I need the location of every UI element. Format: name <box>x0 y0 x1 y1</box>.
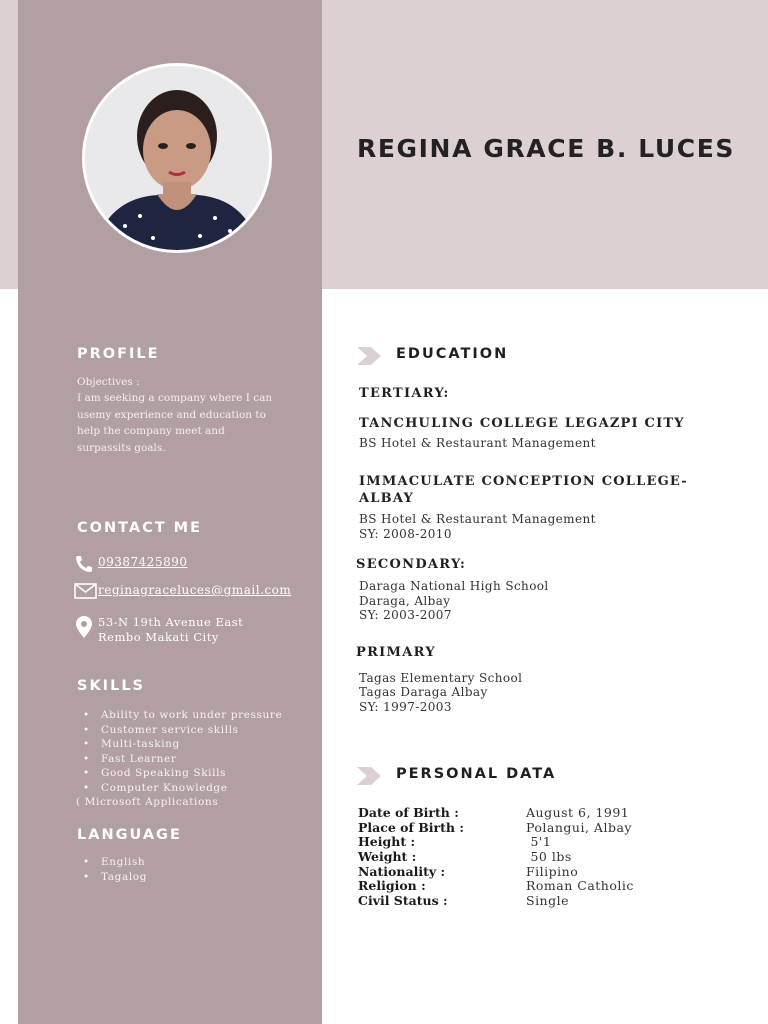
table-row <box>358 834 688 849</box>
primary-sy: SY: 1997-2003 <box>359 700 452 714</box>
pd-label: Nationality : <box>358 863 446 879</box>
contact-address-row <box>74 615 243 644</box>
objectives-label: Objectives : <box>77 376 140 388</box>
email-link[interactable]: reginagraceluces@gmail.com <box>98 583 292 597</box>
tertiary-school-2: IMMACULATE CONCEPTION COLLEGE-ALBAY <box>359 474 688 506</box>
mail-icon <box>74 583 98 603</box>
education-heading: EDUCATION <box>396 346 509 362</box>
skills-extra: ( Microsoft Applications <box>76 796 219 808</box>
list-item: • Ability to work under pressure <box>83 708 282 723</box>
pd-value: 5'1 <box>526 834 552 850</box>
list-item: • Tagalog <box>83 870 147 885</box>
table-row <box>358 820 688 835</box>
address-line-2: Rembo Makati City <box>98 629 219 644</box>
table-row <box>358 864 688 879</box>
location-pin-icon <box>74 615 98 643</box>
pd-label: Date of Birth : <box>358 804 459 820</box>
list-item: • Good Speaking Skills <box>83 766 282 781</box>
language-heading: LANGUAGE <box>77 827 182 843</box>
tertiary-school-1: TANCHULING COLLEGE LEGAZPI CITY <box>359 416 685 431</box>
list-item: • English <box>83 855 147 870</box>
pd-value: Filipino <box>526 863 579 879</box>
secondary-label: SECONDARY: <box>356 557 467 572</box>
list-item: • Computer Knowledge <box>83 781 282 796</box>
skills-list <box>83 708 282 795</box>
primary-school: Tagas Elementary School <box>359 671 523 685</box>
list-item: • Fast Learner <box>83 752 282 767</box>
profile-text: I am seeking a company where I can usemy experience and education to help the company meet and surpassits goals. <box>77 392 273 454</box>
contact-phone-row <box>74 555 187 577</box>
phone-link[interactable]: 09387425890 <box>98 555 188 569</box>
tertiary-sy-2: SY: 2008-2010 <box>359 527 452 541</box>
chevron-right-icon <box>357 767 381 785</box>
personal-data-table <box>358 805 688 908</box>
tertiary-course-1: BS Hotel & Restaurant Management <box>359 436 596 450</box>
table-row <box>358 849 688 864</box>
table-row <box>358 805 688 820</box>
secondary-sy: SY: 2003-2007 <box>359 608 452 622</box>
pd-label: Height : <box>358 834 416 850</box>
tertiary-label: TERTIARY: <box>359 386 450 401</box>
address-line-1: 53-N 19th Avenue East <box>98 615 244 629</box>
contact-heading: CONTACT ME <box>77 520 203 536</box>
contact-email-row <box>74 583 291 603</box>
pd-value: Polangui, Albay <box>526 819 632 835</box>
primary-label: PRIMARY <box>356 645 436 660</box>
address <box>98 615 243 644</box>
candidate-name: REGINA GRACE B. LUCES <box>357 134 735 163</box>
pd-label: Weight : <box>358 848 417 864</box>
pd-value: Single <box>526 892 570 908</box>
pd-value: August 6, 1991 <box>526 804 630 820</box>
pd-value: Roman Catholic <box>526 878 634 894</box>
language-list <box>83 855 147 884</box>
personal-data-heading: PERSONAL DATA <box>396 766 557 782</box>
portrait-image <box>85 66 269 250</box>
chevron-right-icon <box>357 347 381 365</box>
primary-location: Tagas Daraga Albay <box>359 685 488 699</box>
pd-value: 50 lbs <box>526 848 572 864</box>
list-item: • Multi-tasking <box>83 737 282 752</box>
skills-heading: SKILLS <box>77 678 145 694</box>
profile-heading: PROFILE <box>77 346 160 362</box>
secondary-location: Daraga, Albay <box>359 594 451 608</box>
tertiary-course-2: BS Hotel & Restaurant Management <box>359 512 596 526</box>
pd-label: Civil Status : <box>358 892 448 908</box>
pd-label: Place of Birth : <box>358 819 464 835</box>
pd-label: Religion : <box>358 878 426 894</box>
profile-photo <box>82 63 272 253</box>
phone-icon <box>74 555 98 577</box>
list-item: • Customer service skills <box>83 723 282 738</box>
secondary-school: Daraga National High School <box>359 579 549 593</box>
table-row <box>358 893 688 908</box>
table-row <box>358 878 688 893</box>
